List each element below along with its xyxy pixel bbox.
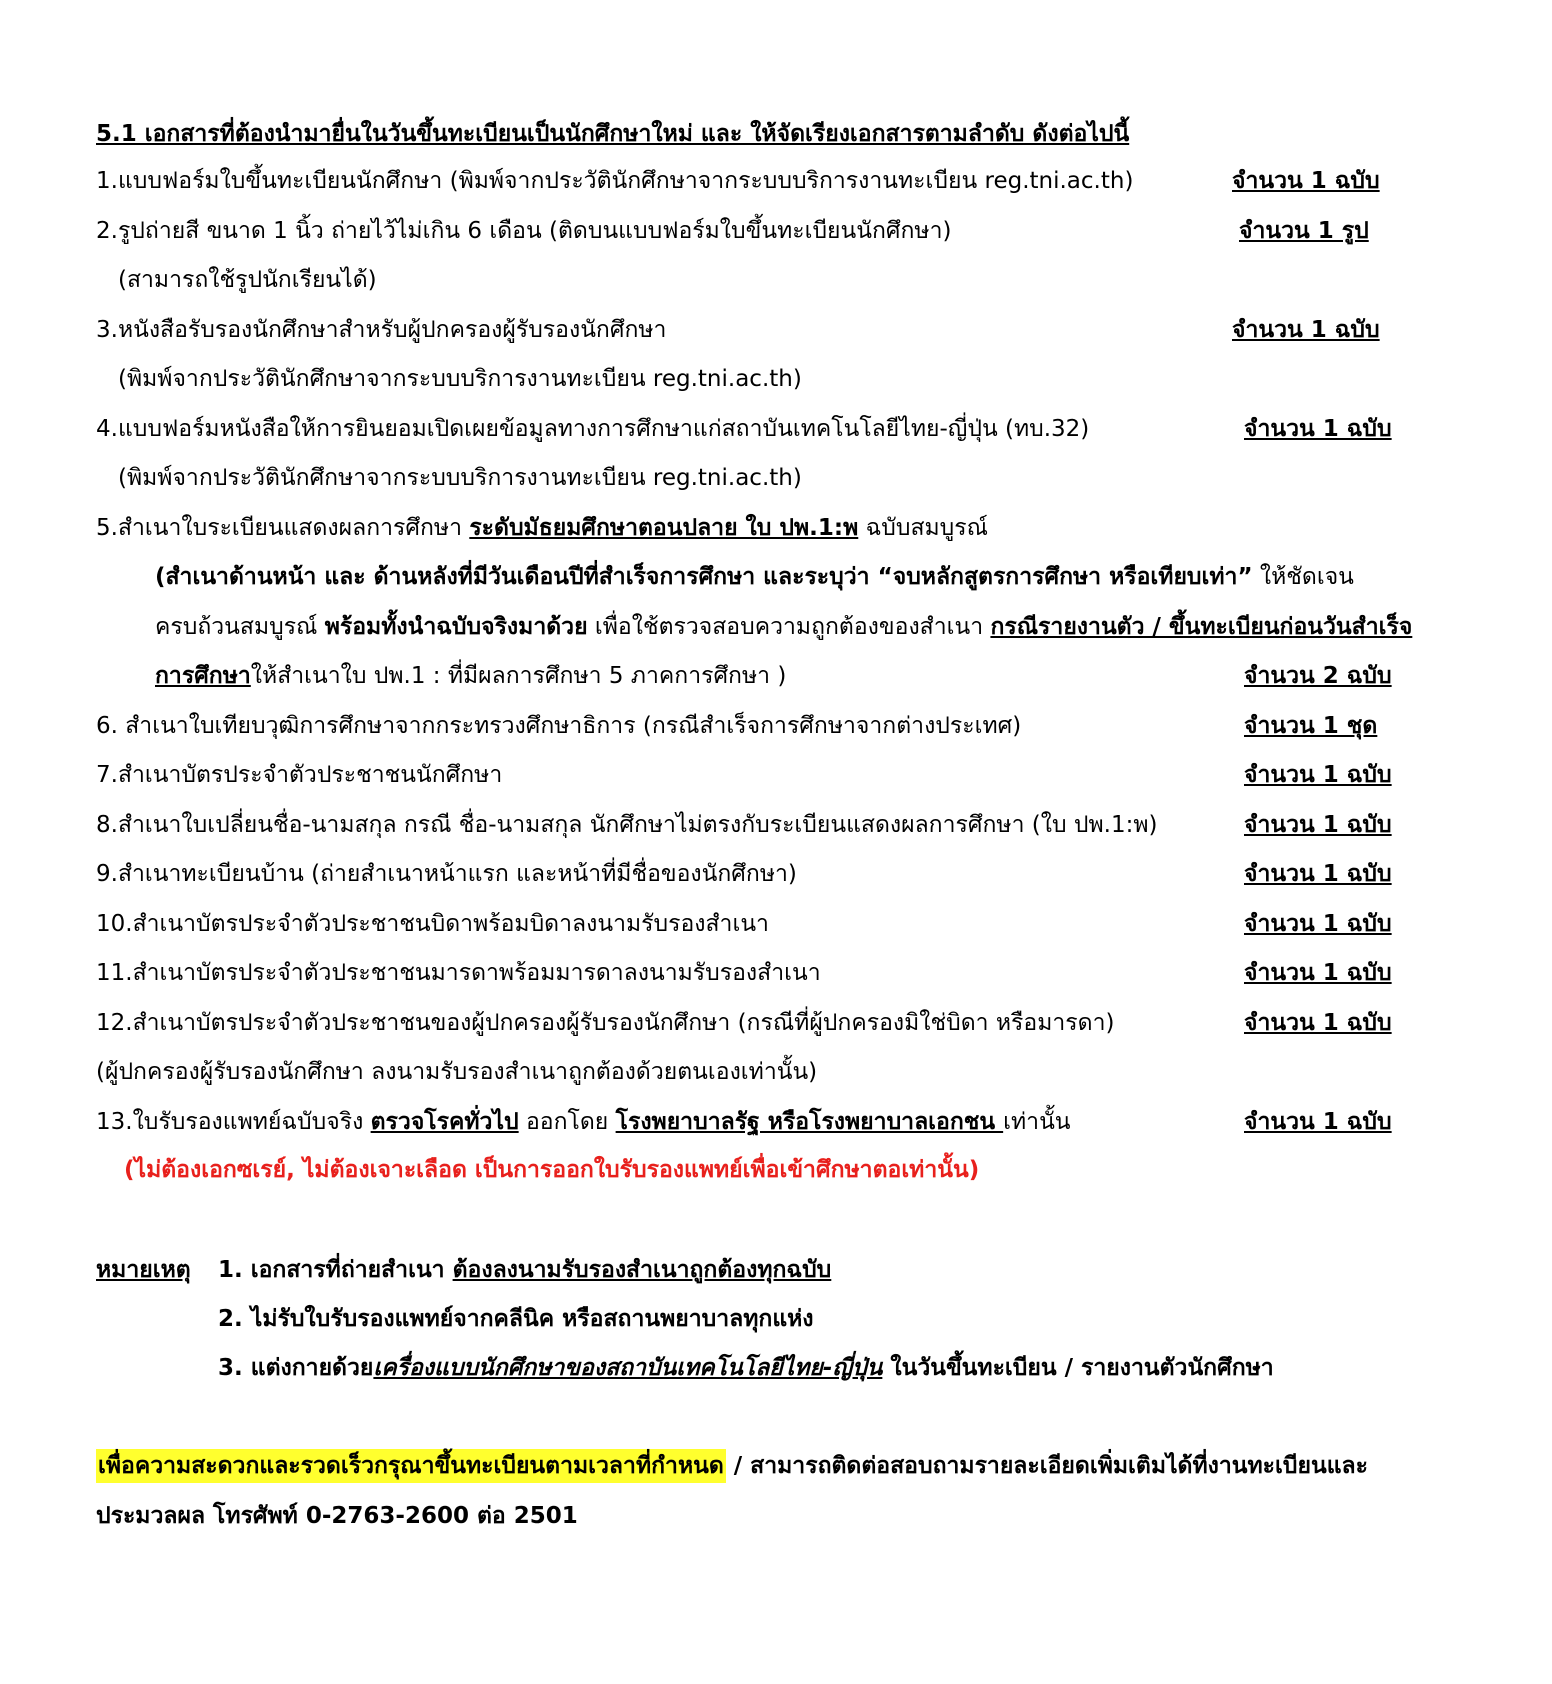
item-13-text xyxy=(96,1107,1071,1137)
item-5-p3: ฉบับสมบูรณ์ xyxy=(858,515,988,541)
item-5-line-4 xyxy=(155,661,786,691)
item-3-text: 3.หนังสือรับรองนักศึกษาสำหรับผู้ปกครองผู้รับรองนักศึกษา xyxy=(96,317,667,343)
item-13-checkup: ตรวจโรคทั่วไป xyxy=(370,1109,519,1135)
item-1-qty: จำนวน 1 ฉบับ xyxy=(1232,168,1380,194)
item-5-p1: 5.สำเนาใบระเบียนแสดงผลการศึกษา xyxy=(96,515,470,541)
item-9-qty: จำนวน 1 ฉบับ xyxy=(1244,861,1392,887)
item-12-sub: (ผู้ปกครองผู้รับรองนักศึกษา ลงนามรับรองสำเนาถูกต้องด้วยตนเองเท่านั้น) xyxy=(96,1059,818,1085)
item-5-l3c: เพื่อใช้ตรวจสอบความถูกต้องของสำเนา xyxy=(587,614,991,640)
item-2-text: 2.รูปถ่ายสี ขนาด 1 นิ้ว ถ่ายไว้ไม่เกิน 6 เดือน (ติดบนแบบฟอร์มใบขึ้นทะเบียนนักศึกษา) xyxy=(96,218,952,244)
item-5-level: ระดับมัธยมศึกษาตอนปลาย ใบ ปพ.1:พ xyxy=(469,515,859,541)
item-5-l2b: ให้ชัดเจน xyxy=(1252,564,1354,590)
item-8-text: 8.สำเนาใบเปลี่ยนชื่อ-นามสกุล กรณี ชื่อ-นามสกุล นักศึกษาไม่ตรงกับระเบียนแสดงผลการศึกษา (ใบ ปพ.1:พ) xyxy=(96,812,1158,838)
note-3-c: ในวันขึ้นทะเบียน / รายงานตัวนักศึกษา xyxy=(882,1355,1274,1381)
item-6-qty: จำนวน 1 ชุด xyxy=(1244,713,1378,739)
note-2: 2. ไม่รับใบรับรองแพทย์จากคลีนิค หรือสถานพยาบาลทุกแห่ง xyxy=(218,1306,814,1332)
item-5-l3a: ครบถ้วนสมบูรณ์ xyxy=(155,614,325,640)
item-12-qty: จำนวน 1 ฉบับ xyxy=(1244,1010,1392,1036)
item-10-text: 10.สำเนาบัตรประจำตัวประชาชนบิดาพร้อมบิดาลงนามรับรองสำเนา xyxy=(96,911,769,937)
note-3-uniform: เครื่องแบบนักศึกษาของสถาบันเทคโนโลยีไทย-ญี่ปุ่น xyxy=(373,1355,883,1381)
note-1 xyxy=(218,1255,831,1285)
item-13-qty: จำนวน 1 ฉบับ xyxy=(1244,1109,1392,1135)
item-13-sub-red: (ไม่ต้องเอกซเรย์, ไม่ต้องเจาะเลือด เป็นการออกใบรับรองแพทย์เพื่อเข้าศึกษาตอเท่านั้น) xyxy=(124,1157,980,1183)
footer-line-1 xyxy=(96,1451,1368,1481)
item-5-l3d: กรณีรายงานตัว / ขึ้นทะเบียนก่อนวันสำเร็จ xyxy=(990,614,1413,640)
item-13-p5: เท่านั้น xyxy=(1003,1109,1071,1135)
note-1-a: 1. เอกสารที่ถ่ายสำเนา xyxy=(218,1257,453,1283)
item-5-l3b: พร้อมทั้งนำฉบับจริงมาด้วย xyxy=(324,614,588,640)
item-4-qty: จำนวน 1 ฉบับ xyxy=(1244,416,1392,442)
item-5-l4b: ให้สำเนาใบ ปพ.1 : ที่มีผลการศึกษา 5 ภาคการศึกษา ) xyxy=(250,663,787,689)
item-5-qty: จำนวน 2 ฉบับ xyxy=(1244,663,1392,689)
item-13-hospital: โรงพยาบาลรัฐ หรือโรงพยาบาลเอกชน xyxy=(615,1109,1004,1135)
item-8-qty: จำนวน 1 ฉบับ xyxy=(1244,812,1392,838)
item-13-p1: 13.ใบรับรองแพทย์ฉบับจริง xyxy=(96,1109,371,1135)
footer-line-2: ประมวลผล โทรศัพท์ 0-2763-2600 ต่อ 2501 xyxy=(96,1503,578,1529)
item-5-l4a: การศึกษา xyxy=(155,663,251,689)
footer-highlight: เพื่อความสะดวกและรวดเร็วกรุณาขึ้นทะเบียนตามเวลาที่กำหนด xyxy=(96,1449,726,1483)
note-1-b: ต้องลงนามรับรองสำเนาถูกต้องทุกฉบับ xyxy=(452,1257,832,1283)
item-2-qty: จำนวน 1 รูป xyxy=(1239,218,1369,244)
item-4-text: 4.แบบฟอร์มหนังสือให้การยินยอมเปิดเผยข้อมูลทางการศึกษาแก่สถาบันเทคโนโลยีไทย-ญี่ปุ่น (ทบ.32) xyxy=(96,416,1090,442)
item-5-line-3 xyxy=(155,612,1412,642)
note-3-a: 3. แต่งกายด้วย xyxy=(218,1355,374,1381)
item-7-text: 7.สำเนาบัตรประจำตัวประชาชนนักศึกษา xyxy=(96,762,503,788)
item-6-text: 6. สำเนาใบเทียบวุฒิการศึกษาจากกระทรวงศึกษาธิการ (กรณีสำเร็จการศึกษาจากต่างประเทศ) xyxy=(96,713,1022,739)
item-13-p3: ออกโดย xyxy=(518,1109,616,1135)
item-5-l2a: (สำเนาด้านหน้า และ ด้านหลังที่มีวันเดือนปีที่สำเร็จการศึกษา และระบุว่า “จบหลักสูตรการศึกษา หรือเทียบเท่า” xyxy=(155,564,1253,590)
item-7-qty: จำนวน 1 ฉบับ xyxy=(1244,762,1392,788)
item-1-text: 1.แบบฟอร์มใบขึ้นทะเบียนนักศึกษา (พิมพ์จากประวัตินักศึกษาจากระบบบริการงานทะเบียน reg.tni.ac.th) xyxy=(96,168,1134,194)
item-9-text: 9.สำเนาทะเบียนบ้าน (ถ่ายสำเนาหน้าแรก และหน้าที่มีชื่อของนักศึกษา) xyxy=(96,861,797,887)
section-heading: 5.1 เอกสารที่ต้องนำมายื่นในวันขึ้นทะเบียนเป็นนักศึกษาใหม่ และ ให้จัดเรียงเอกสารตามลำดับ ดังต่อไปนี้ xyxy=(96,121,1130,147)
note-3 xyxy=(218,1353,1274,1383)
item-10-qty: จำนวน 1 ฉบับ xyxy=(1244,911,1392,937)
item-5-line-1 xyxy=(96,513,988,543)
item-3-qty: จำนวน 1 ฉบับ xyxy=(1232,317,1380,343)
notes-label: หมายเหตุ xyxy=(96,1257,191,1283)
item-4-sub: (พิมพ์จากประวัตินักศึกษาจากระบบบริการงานทะเบียน reg.tni.ac.th) xyxy=(118,465,802,491)
item-11-text: 11.สำเนาบัตรประจำตัวประชาชนมารดาพร้อมมารดาลงนามรับรองสำเนา xyxy=(96,960,821,986)
item-11-qty: จำนวน 1 ฉบับ xyxy=(1244,960,1392,986)
item-2-sub: (สามารถใช้รูปนักเรียนได้) xyxy=(118,267,377,293)
item-3-sub: (พิมพ์จากประวัตินักศึกษาจากระบบบริการงานทะเบียน reg.tni.ac.th) xyxy=(118,366,802,392)
item-12-text: 12.สำเนาบัตรประจำตัวประชาชนของผู้ปกครองผู้รับรองนักศึกษา (กรณีที่ผู้ปกครองมิใช่บิดา หรือมารดา) xyxy=(96,1010,1115,1036)
item-5-line-2 xyxy=(155,562,1354,592)
footer-rest: / สามารถติดต่อสอบถามรายละเอียดเพิ่มเติมได้ที่งานทะเบียนและ xyxy=(725,1453,1368,1479)
